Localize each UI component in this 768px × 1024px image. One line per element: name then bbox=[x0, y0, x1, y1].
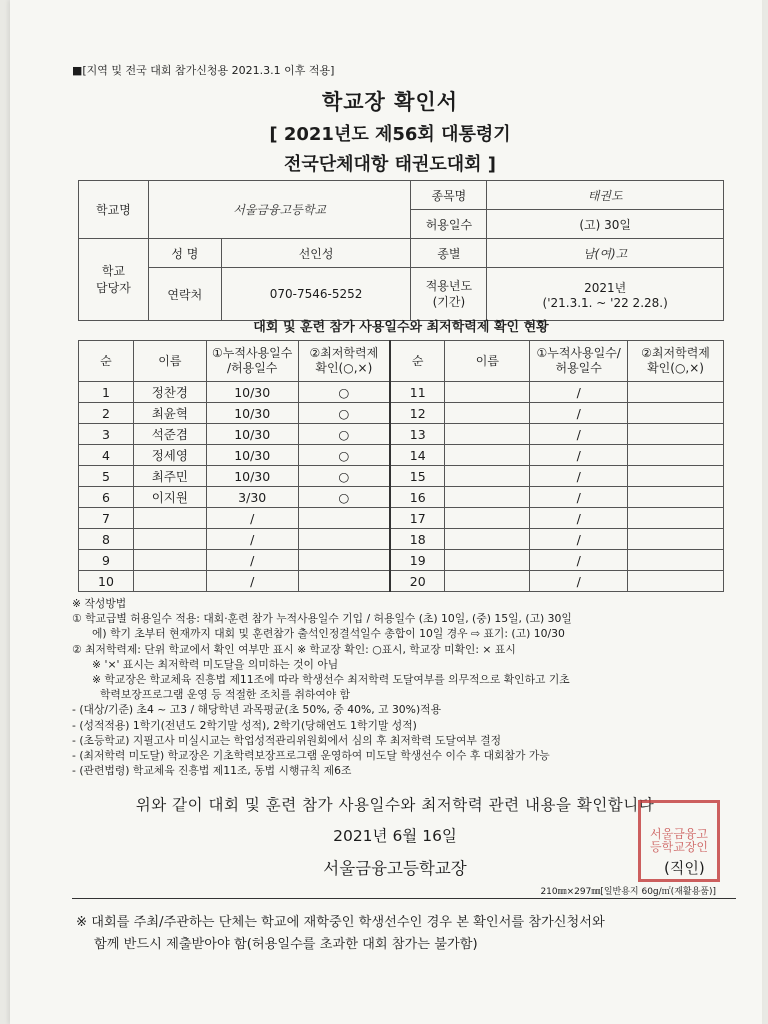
table-row bbox=[79, 382, 724, 403]
seal-label: (직인) bbox=[664, 859, 705, 877]
days-used: / bbox=[206, 571, 298, 592]
table-row bbox=[79, 445, 724, 466]
academic-check bbox=[298, 550, 390, 571]
athlete-name bbox=[133, 508, 206, 529]
note-line: - (초등학교) 지필고사 미실시교는 학업성적관리위원회에서 심의 후 최저학력 도달여부 결정 bbox=[72, 733, 502, 747]
days-used: / bbox=[530, 466, 628, 487]
table-row bbox=[79, 550, 724, 571]
col-days: ①누적사용일수 /허용일수 bbox=[206, 341, 298, 382]
academic-check bbox=[628, 529, 724, 550]
academic-check bbox=[628, 445, 724, 466]
athlete-name bbox=[445, 445, 530, 466]
athlete-name bbox=[133, 571, 206, 592]
note-line: 학력보장프로그램 운영 등 적절한 조치를 취하여야 함 bbox=[100, 688, 351, 702]
instructions bbox=[72, 596, 732, 778]
academic-check bbox=[628, 466, 724, 487]
table-row bbox=[79, 571, 724, 592]
row-no: 16 bbox=[390, 487, 445, 508]
teacher-name: 선인성 bbox=[221, 239, 411, 268]
header-note: ■[지역 및 전국 대회 참가신청용 2021.3.1 이후 적용] bbox=[72, 64, 335, 77]
col-name-right: 이름 bbox=[445, 341, 530, 382]
days-used: / bbox=[206, 550, 298, 571]
contact-value: 070-7546-5252 bbox=[221, 268, 411, 321]
gender-label: 종별 bbox=[411, 239, 487, 268]
academic-check bbox=[628, 487, 724, 508]
days-used: / bbox=[530, 571, 628, 592]
note-line: ① 학교급별 허용일수 적용: 대회·훈련 참가 누적사용일수 기입 / 허용일수 (초) 10일, (중) 15일, (고) 30일 bbox=[72, 612, 572, 626]
col-no-right: 순 bbox=[390, 341, 445, 382]
academic-check bbox=[628, 424, 724, 445]
days-used: / bbox=[530, 487, 628, 508]
days-used: / bbox=[530, 529, 628, 550]
document-title: 학교장 확인서 bbox=[321, 90, 459, 114]
athlete-name bbox=[445, 550, 530, 571]
table-row bbox=[79, 403, 724, 424]
athlete-name bbox=[445, 382, 530, 403]
confirmation-text: 위와 같이 대회 및 훈련 참가 사용일수와 최저학력 관련 내용을 확인합니다 bbox=[135, 796, 655, 814]
period-value: ('21.3.1. ~ '22 2.28.) bbox=[542, 295, 668, 310]
note-line: - (관련법령) 학교체육 진흥법 제11조, 동법 시행규칙 제6조 bbox=[72, 764, 352, 778]
row-no: 11 bbox=[390, 382, 445, 403]
athlete-name bbox=[445, 571, 530, 592]
athlete-name bbox=[133, 550, 206, 571]
days-used: / bbox=[530, 445, 628, 466]
row-no: 6 bbox=[79, 487, 134, 508]
col-check: ②최저학력제 확인(○,×) bbox=[298, 341, 390, 382]
athlete-name bbox=[445, 487, 530, 508]
gender-value: 남(여)고 bbox=[487, 239, 724, 268]
academic-check bbox=[628, 550, 724, 571]
row-no: 18 bbox=[390, 529, 445, 550]
contact-label: 연락처 bbox=[148, 268, 221, 321]
days-used: / bbox=[530, 508, 628, 529]
table-row bbox=[79, 508, 724, 529]
school-label: 학교명 bbox=[79, 181, 149, 239]
athlete-name bbox=[445, 403, 530, 424]
row-no: 14 bbox=[390, 445, 445, 466]
days-used: 10/30 bbox=[206, 445, 298, 466]
year-value: 2021년 bbox=[584, 280, 627, 295]
academic-check bbox=[298, 529, 390, 550]
name-label: 성 명 bbox=[148, 239, 221, 268]
table-row bbox=[79, 529, 724, 550]
athlete-name: 이지원 bbox=[133, 487, 206, 508]
issue-date: 2021년 6월 16일 bbox=[333, 827, 457, 845]
col-name: 이름 bbox=[133, 341, 206, 382]
col-check-right: ②최저학력제 확인(○,×) bbox=[628, 341, 724, 382]
event-value: 태권도 bbox=[487, 181, 724, 210]
principal-name: 서울금융고등학교장 bbox=[323, 859, 467, 878]
days-used: / bbox=[530, 382, 628, 403]
academic-check: ○ bbox=[298, 487, 390, 508]
school-info-table bbox=[78, 180, 724, 321]
event-title-line-2: 전국단체대항 태권도대회 ] bbox=[283, 154, 497, 175]
allowed-days-label: 허용일수 bbox=[411, 210, 487, 239]
academic-check bbox=[298, 508, 390, 529]
athlete-name bbox=[133, 529, 206, 550]
academic-check bbox=[628, 403, 724, 424]
note-line: - (최저학력 미도달) 학교장은 기초학력보장프로그램 운영하여 미도달 학생선수 이수 후 대회참가 가능 bbox=[72, 749, 550, 763]
row-no: 8 bbox=[79, 529, 134, 550]
days-used: 3/30 bbox=[206, 487, 298, 508]
event-title-line-1: [ 2021년도 제56회 대통령기 bbox=[269, 124, 511, 145]
seal-lettering: 서울금융고등학교장인 bbox=[650, 827, 708, 854]
table-row bbox=[79, 424, 724, 445]
row-no: 15 bbox=[390, 466, 445, 487]
bottom-note-line-1: ※ 대회를 주최/주관하는 단체는 학교에 재학중인 학생선수인 경우 본 확인서를 참가신청서와 bbox=[76, 915, 605, 930]
col-no: 순 bbox=[79, 341, 134, 382]
athlete-name: 정찬경 bbox=[133, 382, 206, 403]
days-used: / bbox=[530, 403, 628, 424]
row-no: 5 bbox=[79, 466, 134, 487]
row-no: 7 bbox=[79, 508, 134, 529]
athlete-name: 최주민 bbox=[133, 466, 206, 487]
athlete-name: 정세영 bbox=[133, 445, 206, 466]
row-no: 10 bbox=[79, 571, 134, 592]
row-no: 3 bbox=[79, 424, 134, 445]
note-line: ※ '×' 표시는 최저학력 미도달을 의미하는 것이 아님 bbox=[92, 657, 339, 671]
divider-line bbox=[72, 898, 736, 899]
section-title: 대회 및 훈련 참가 사용일수와 최저학력제 확인 현황 bbox=[253, 320, 549, 335]
year-label: 적용년도 (기간) bbox=[411, 268, 487, 321]
academic-check bbox=[628, 508, 724, 529]
row-no: 13 bbox=[390, 424, 445, 445]
academic-check: ○ bbox=[298, 424, 390, 445]
row-no: 1 bbox=[79, 382, 134, 403]
event-label: 종목명 bbox=[411, 181, 487, 210]
row-no: 2 bbox=[79, 403, 134, 424]
row-no: 9 bbox=[79, 550, 134, 571]
days-used: 10/30 bbox=[206, 403, 298, 424]
bottom-note-line-2: 함께 반드시 제출받아야 함(허용일수를 초과한 대회 참가는 불가함) bbox=[94, 937, 478, 952]
note-line: ※ 작성방법 bbox=[72, 597, 127, 610]
table-row bbox=[79, 487, 724, 508]
bottom-note bbox=[76, 912, 736, 956]
athlete-table bbox=[78, 340, 724, 592]
days-used: 10/30 bbox=[206, 424, 298, 445]
teacher-label: 학교 담당자 bbox=[79, 239, 149, 321]
athlete-name bbox=[445, 466, 530, 487]
note-line: - (대상/기준) 초4 ~ 고3 / 해당학년 과목평균(초 50%, 중 40%, 고 30%)적용 bbox=[72, 703, 442, 717]
days-used: / bbox=[530, 424, 628, 445]
academic-check bbox=[628, 571, 724, 592]
days-used: / bbox=[206, 508, 298, 529]
year-cell bbox=[487, 268, 724, 321]
document-sheet bbox=[10, 0, 762, 1024]
athlete-name: 최윤혁 bbox=[133, 403, 206, 424]
days-used: / bbox=[530, 550, 628, 571]
paper-spec: 210㎜×297㎜[일반용지 60g/㎡(재활용품)] bbox=[540, 887, 716, 897]
note-line: ※ 학교장은 학교체육 진흥법 제11조에 따라 학생선수 최저학력 도달여부를 의무적으로 확인하고 기초 bbox=[92, 673, 570, 687]
days-used: 10/30 bbox=[206, 466, 298, 487]
days-used: 10/30 bbox=[206, 382, 298, 403]
academic-check bbox=[628, 382, 724, 403]
note-line: 에) 학기 초부터 현재까지 대회 및 훈련참가 출석인정결석일수 총합이 10일 경우 ⇨ 표기: (고) 10/30 bbox=[92, 627, 565, 641]
row-no: 17 bbox=[390, 508, 445, 529]
col-days-right: ①누적사용일수/ 허용일수 bbox=[530, 341, 628, 382]
row-no: 19 bbox=[390, 550, 445, 571]
academic-check: ○ bbox=[298, 403, 390, 424]
allowed-days-value: (고) 30일 bbox=[487, 210, 724, 239]
athlete-name: 석준겸 bbox=[133, 424, 206, 445]
athlete-name bbox=[445, 529, 530, 550]
academic-check: ○ bbox=[298, 466, 390, 487]
athlete-name bbox=[445, 508, 530, 529]
note-line: ② 최저학력제: 단위 학교에서 확인 여부만 표시 ※ 학교장 확인: ○표시, 학교장 미확인: × 표시 bbox=[72, 642, 516, 656]
athlete-name bbox=[445, 424, 530, 445]
table-row bbox=[79, 466, 724, 487]
row-no: 20 bbox=[390, 571, 445, 592]
academic-check: ○ bbox=[298, 445, 390, 466]
row-no: 4 bbox=[79, 445, 134, 466]
note-line: - (성적적용) 1학기(전년도 2학기말 성적), 2학기(당해연도 1학기말 성적) bbox=[72, 718, 417, 732]
academic-check bbox=[298, 571, 390, 592]
school-name: 서울금융고등학교 bbox=[148, 181, 411, 239]
row-no: 12 bbox=[390, 403, 445, 424]
days-used: / bbox=[206, 529, 298, 550]
academic-check: ○ bbox=[298, 382, 390, 403]
